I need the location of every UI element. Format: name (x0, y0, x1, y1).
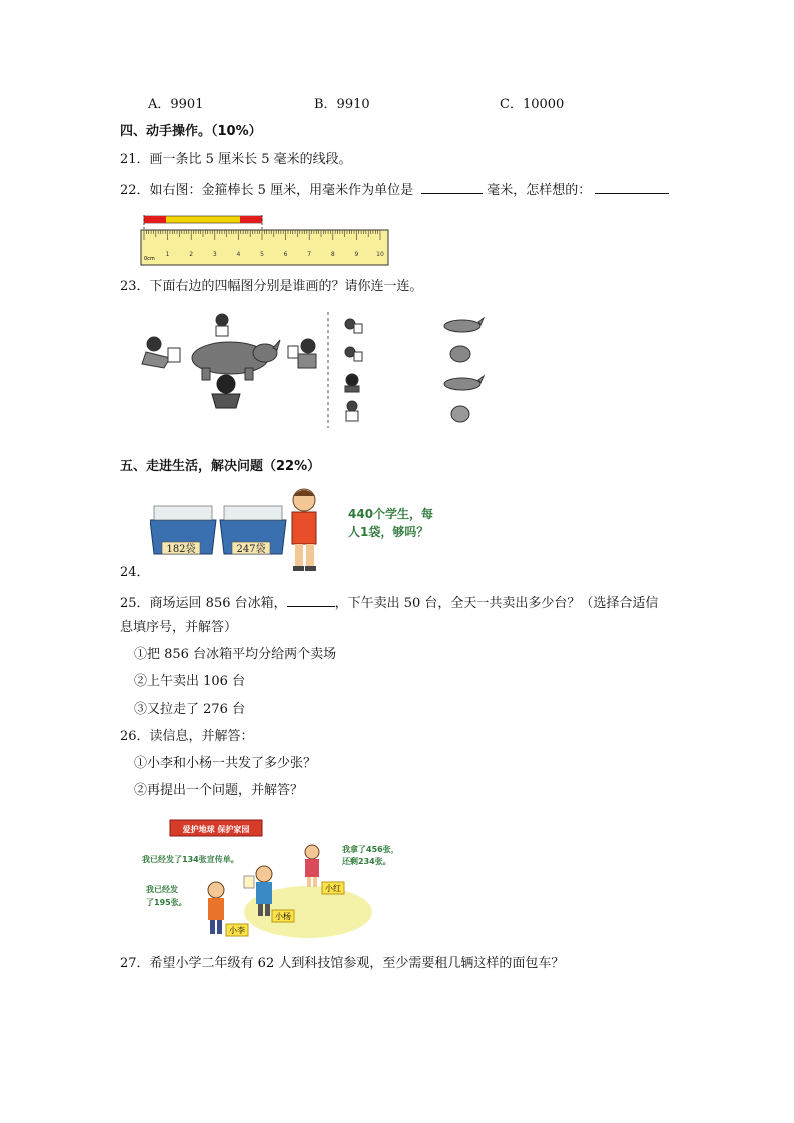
small-kid-1 (345, 319, 362, 333)
question-25-line1 (120, 592, 658, 613)
bubble-1: 我已经发了134张宣传单。 (142, 855, 239, 864)
question-22 (120, 179, 669, 200)
bubble-3-line1: 我拿了456张， (342, 845, 399, 854)
section-4-title: 四、动手操作。（10%） (120, 124, 262, 139)
question-25-option-2: ②上午卖出 106 台 (134, 674, 246, 689)
ruler-figure (140, 212, 390, 268)
small-kid-3 (345, 374, 359, 392)
speech-line-2: 人1袋，够吗？ (348, 525, 429, 539)
question-21: 21．画一条比 5 厘米长 5 毫米的线段。 (120, 152, 352, 167)
rhino-view-front (450, 346, 470, 362)
ruler-tick-label: 6 (283, 251, 288, 258)
basket-left (150, 506, 216, 555)
q24-figure (150, 484, 460, 576)
q24-svg (150, 484, 460, 576)
name-xiaohong: 小红 (325, 884, 341, 893)
boy-figure (292, 489, 316, 571)
option-a: A．9901 (148, 97, 204, 112)
ruler-body (141, 230, 388, 265)
ruler-tick-label: 1 (165, 251, 170, 258)
question-27: 27．希望小学二年级有 62 人到科技馆参观，至少需要租几辆这样的面包车？ (120, 956, 565, 971)
question-22-part1: 22．如右图：金箍棒长 5 厘米，用毫米作为单位是 (120, 183, 414, 198)
ruler-tick-label: 9 (354, 251, 359, 258)
speech-line-1: 440个学生，每 (348, 507, 434, 521)
question-26-sub-1: ①小李和小杨一共发了多少张？ (134, 756, 317, 771)
rhino-view-side-2 (444, 376, 484, 390)
answer-blank-q25[interactable] (287, 592, 335, 607)
ruler-tick-label: 3 (212, 251, 217, 258)
question-26-sub-2: ②再提出一个问题，并解答？ (134, 783, 304, 798)
staff-end-left (144, 216, 166, 223)
bubble-2-line2: 了195张。 (146, 898, 187, 907)
drawing-figure (140, 310, 500, 430)
ruler-tick-label: 10 (376, 251, 384, 258)
kid-xiaoli (208, 882, 224, 934)
basket-right-label: 247袋 (236, 544, 266, 555)
ruler-unit-label: 0cm (144, 256, 155, 262)
section-5-title: 五、走进生活，解决问题（22%） (120, 459, 321, 474)
small-kid-4 (346, 401, 358, 421)
small-kid-2 (345, 347, 362, 361)
option-c: C．10000 (500, 97, 565, 112)
drawing-svg (140, 310, 500, 430)
q26-figure (140, 814, 410, 944)
question-23: 23．下面右边的四幅图分别是谁画的？请你连一连。 (120, 279, 423, 294)
rhino-view-side (444, 318, 484, 332)
question-25-option-1: ①把 856 台冰箱平均分给两个卖场 (134, 647, 337, 662)
ruler-svg (140, 212, 390, 268)
question-25-line2: 息填序号，并解答） (120, 620, 238, 635)
question-26-title: 26．读信息，并解答： (120, 729, 254, 744)
staff-end-right (240, 216, 262, 223)
name-xiaoyang: 小杨 (275, 912, 291, 921)
basket-left-label: 182袋 (166, 544, 196, 555)
rhino-center (192, 340, 280, 380)
answer-blank-reason[interactable] (595, 179, 669, 194)
kid-right (288, 339, 316, 368)
question-25-part2: ，下午卖出 50 台，全天一共卖出多少台？（选择合适信 (334, 596, 659, 611)
basket-right (220, 506, 286, 555)
banner-text: 爱护地球 保护家园 (182, 825, 250, 834)
ruler-tick-label: 5 (260, 251, 264, 258)
bubble-3-line2: 还剩234张。 (342, 857, 391, 866)
question-22-part2: 毫米，怎样想的： (487, 183, 592, 198)
answer-blank-mm[interactable] (421, 179, 483, 194)
ruler-tick-label: 7 (307, 251, 312, 258)
ruler-tick-label: 8 (330, 251, 335, 258)
bubble-2-line1: 我已经发 (146, 885, 178, 894)
ruler-tick-label: 2 (189, 251, 194, 258)
kid-bottom (212, 375, 240, 408)
kid-top (216, 314, 228, 336)
option-b: B．9910 (314, 97, 370, 112)
question-24-number: 24． (120, 565, 150, 580)
question-25-part1: 25．商场运回 856 台冰箱， (120, 596, 287, 611)
kid-left (142, 337, 180, 368)
ruler-tick-label: 4 (236, 251, 241, 258)
name-xiaoli: 小李 (229, 926, 245, 935)
q26-svg (140, 814, 410, 944)
question-25-option-3: ③又拉走了 276 台 (134, 702, 246, 717)
kid-xiaohong (305, 845, 319, 887)
rhino-view-back (451, 406, 469, 422)
